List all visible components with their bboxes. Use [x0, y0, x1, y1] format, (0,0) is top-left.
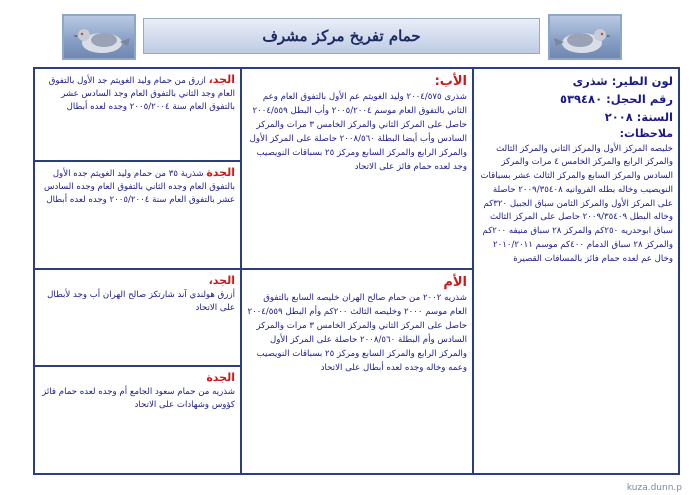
bird-info-panel — [474, 69, 678, 473]
paternal-grandmother-label: الجدة — [206, 166, 235, 179]
title-banner — [143, 18, 540, 54]
bird-year: السنة: ٢٠٠٨ — [604, 109, 673, 124]
father-panel — [242, 69, 472, 268]
paternal-grandfather-text: ازرق من حمام وليد الغويثم جد الأول بالتفوق العام وجد الثاني بالتفوق العام وجد السادس عشر بالتفوق العام سنة ٢٠٠٥/٢٠٠٤ وجده لعده أبطال — [48, 76, 235, 112]
maternal-grandmother-text: شذريه من حمام سعود الجامع أم وجده لعده حمام فائز كؤوس وشهادات على الاتحاد — [42, 387, 235, 410]
paternal-grandmother-panel — [35, 162, 240, 268]
notes-label: ملاحظات: — [619, 127, 673, 141]
notes-text: خليصه المركز الأول والمركز الثاني والمركز الثالث والمركز الرابع والمركز الخامس ٤ مرات والمركز السادس والمركز السابع والمركز الثالث عشر بسباقات النويصيب وخاله بطله الفروانيه ٢٠٠٩/٣٥٤٠٨ حاصلة على المركز الأول والمركز الثامن سباق الجبيل ٣٢٠كم وخاله البطل ٢٠٠٩/٣٥٤٠٩ حاصل على المركز الثالث سباق ابوحدريه ٢٥٠كم والمركز ٢٨ سباق منيفه ٢٠٠كم والمركز ٢٨ سباق الدمام ٤٠٠كم موسم ٢٠١٠/٢٠١١ وخال عم لعده حمام فائز بالمسافات القصيرة — [480, 143, 673, 264]
pigeon-image-left — [62, 14, 136, 60]
father-text: شذرى ٢٠٠٤/٥٧٥ وليد الغويثم عم الأول بالتفوق العام وعم الثاني بالتفوق العام موسم ٢٠٠٥/٢٠٠٤ وأب البطل ٢٠٠٤/٥٥٩ حاصل على المركز الثاني والمركز الخامس ٣ مرات والمركز السادس وأب أيضا البطلة ٢٠٠٨/٥٦٠ حاصلة على المركز الأول والمركز الرابع والمركز السابع ومركز ٢٥ بسباقات النويصيب وجد لعده حمام فائز على الاتحاد — [249, 92, 467, 172]
watermark: kuza.dunn.p — [626, 483, 682, 493]
father-label: الأب: — [434, 74, 467, 89]
maternal-grandfather-text: أزرق هولندي آند شارتكز صالح الهران أب وجد لأبطال على الاتحاد — [47, 290, 235, 313]
maternal-grandmother-label: الجدة — [206, 371, 235, 384]
maternal-grandfather-label: الجد، — [208, 274, 235, 287]
ring-number: رقم الحجل: ٥٣٩٤٨٠ — [559, 91, 673, 106]
paternal-grandfather-panel — [35, 69, 240, 160]
pedigree-grid — [33, 67, 680, 475]
maternal-grandmother-panel — [35, 367, 240, 473]
mother-text: شذريه ٢٠٠٢ من حمام صالح الهران خليصه السابع بالتفوق العام موسم ٢٠٠٠ وخليصه الثالث ٢٠٠كم وأم البطل ٢٠٠٤/٥٥٩ حاصل على المركز الثاني والمركز الخامس ٣ مرات والمركز السادس وأم البطلة ٢٠٠٨/٥٦٠ حاصلة على المركز الأول والمركز الرابع والمركز السابع ومركز ٢٥ بسباقات النويصيب وعمه وخاله وجده لعده أبطال على الاتحاد — [247, 293, 467, 373]
pigeon-icon — [64, 16, 134, 58]
paternal-grandmother-text: شذرية ٣٥ من حمام وليد الغويثم جده الأول بالتفوق العام وجده الثاني بالتفوق العام وجده السادس عشر بالتفوق العام سنة ٢٠٠٥/٢٠٠٤ وجده لعده أبطال — [44, 169, 235, 205]
paternal-grandfather-label: الجد، — [208, 73, 235, 86]
maternal-grandfather-panel — [35, 270, 240, 365]
page-title: حمام تفريخ مركز مشرف — [262, 27, 421, 45]
bird-color: لون الطير: شذرى — [572, 74, 673, 88]
pigeon-image-right — [548, 14, 622, 60]
mother-panel — [242, 270, 472, 473]
pigeon-icon — [550, 16, 620, 58]
mother-label: الأم — [443, 275, 467, 290]
